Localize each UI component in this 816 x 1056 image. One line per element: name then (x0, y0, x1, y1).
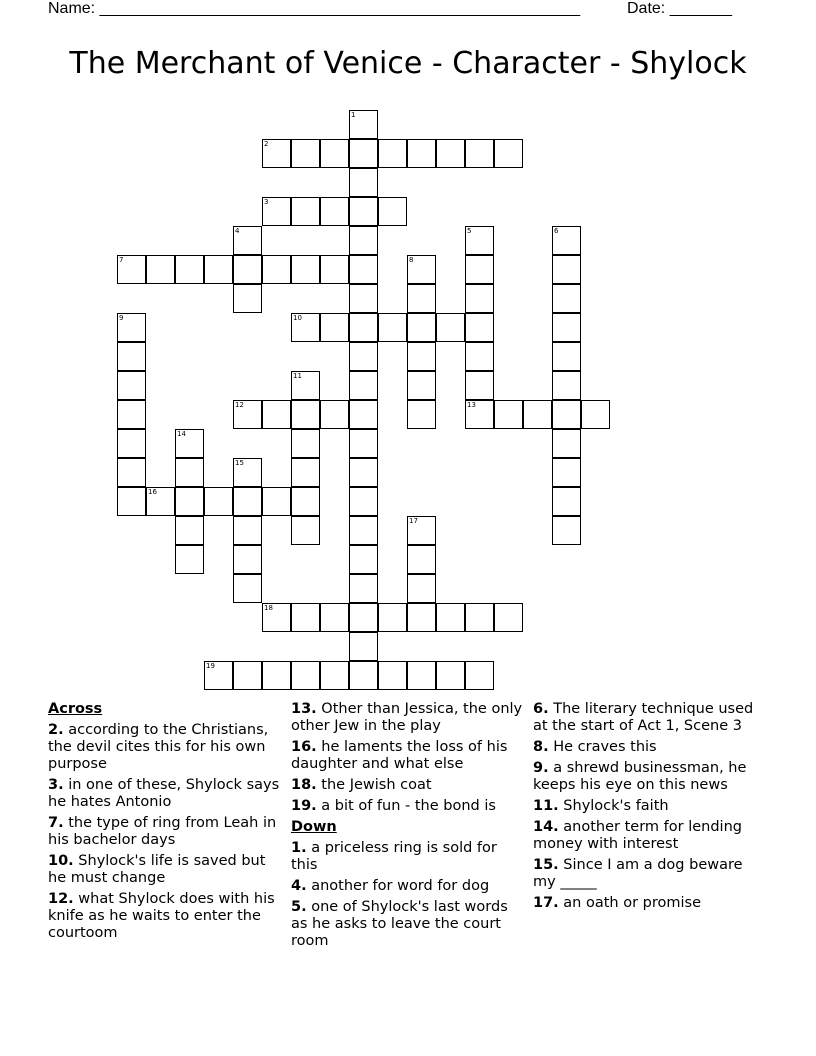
grid-cell[interactable] (291, 458, 320, 487)
grid-cell[interactable] (407, 661, 436, 690)
clue-number: 4. (291, 878, 307, 894)
grid-cell[interactable] (407, 371, 436, 400)
clue-item (48, 777, 284, 811)
cell-number: 17 (409, 517, 418, 525)
grid-cell[interactable] (581, 400, 610, 429)
grid-cell[interactable] (349, 110, 378, 139)
grid-cell[interactable] (320, 603, 349, 632)
grid-cell[interactable] (175, 545, 204, 574)
grid-cell[interactable] (291, 139, 320, 168)
grid-cell[interactable] (436, 313, 465, 342)
grid-cell[interactable] (175, 255, 204, 284)
grid-cell[interactable] (117, 458, 146, 487)
grid-cell[interactable] (494, 400, 523, 429)
clue-text: in one of these, Shylock says he hates Antonio (48, 777, 280, 810)
grid-cell[interactable] (175, 429, 204, 458)
grid-cell[interactable] (523, 400, 552, 429)
grid-cell[interactable] (204, 661, 233, 690)
cell-number: 3 (264, 198, 269, 206)
grid-cell[interactable] (349, 458, 378, 487)
clue-text: the Jewish coat (316, 777, 432, 793)
grid-cell[interactable] (291, 400, 320, 429)
clue-section-heading: Across (48, 701, 103, 717)
page-title: The Merchant of Venice - Character - Shylock (69, 46, 747, 81)
grid-cell[interactable] (117, 313, 146, 342)
clue-number: 3. (48, 777, 64, 793)
grid-cell[interactable] (378, 197, 407, 226)
grid-cell[interactable] (552, 400, 581, 429)
grid-cell[interactable] (465, 313, 494, 342)
grid-cell[interactable] (291, 371, 320, 400)
grid-cell[interactable] (465, 139, 494, 168)
grid-cell[interactable] (552, 255, 581, 284)
grid-cell[interactable] (233, 255, 262, 284)
grid-cell[interactable] (233, 284, 262, 313)
grid-cell[interactable] (320, 197, 349, 226)
grid-cell[interactable] (552, 458, 581, 487)
clue-item (291, 878, 527, 895)
grid-cell[interactable] (407, 313, 436, 342)
grid-cell[interactable] (320, 400, 349, 429)
grid-cell[interactable] (117, 371, 146, 400)
clue-number: 10. (48, 853, 74, 869)
cell-number: 1 (351, 111, 356, 119)
grid-cell[interactable] (262, 487, 291, 516)
clue-item (291, 701, 527, 735)
clue-text: a bit of fun - the bond is (316, 798, 496, 814)
cell-number: 13 (467, 401, 476, 409)
grid-cell[interactable] (291, 661, 320, 690)
clue-section-heading: Down (291, 819, 337, 835)
grid-cell[interactable] (117, 342, 146, 371)
clue-item (291, 899, 527, 950)
grid-cell[interactable] (465, 400, 494, 429)
clue-text: a shrewd businessman, he keeps his eye on this news (533, 760, 747, 793)
clue-item (291, 840, 527, 874)
grid-cell[interactable] (349, 429, 378, 458)
clues-column-2 (291, 701, 527, 954)
grid-cell[interactable] (349, 342, 378, 371)
clue-number: 19. (291, 798, 317, 814)
clue-number: 8. (533, 739, 549, 755)
clue-item (48, 891, 284, 942)
cell-number: 12 (235, 401, 244, 409)
clue-number: 14. (533, 819, 559, 835)
clue-text: Shylock's faith (558, 798, 669, 814)
grid-cell[interactable] (407, 255, 436, 284)
grid-cell[interactable] (349, 226, 378, 255)
grid-cell[interactable] (349, 487, 378, 516)
grid-cell[interactable] (262, 661, 291, 690)
grid-cell[interactable] (407, 603, 436, 632)
grid-cell[interactable] (349, 313, 378, 342)
grid-cell[interactable] (204, 255, 233, 284)
grid-cell[interactable] (407, 139, 436, 168)
grid-cell[interactable] (349, 603, 378, 632)
grid-cell[interactable] (117, 255, 146, 284)
grid-cell[interactable] (291, 603, 320, 632)
grid-cell[interactable] (117, 400, 146, 429)
grid-cell[interactable] (378, 661, 407, 690)
clue-text: what Shylock does with his knife as he waits to enter the courtoom (48, 891, 275, 941)
grid-cell[interactable] (378, 313, 407, 342)
grid-cell[interactable] (291, 197, 320, 226)
name-field-label: Name: ______________________________________________________ (48, 0, 581, 17)
clue-item (291, 777, 527, 794)
grid-cell[interactable] (291, 516, 320, 545)
clue-item (48, 722, 284, 773)
grid-cell[interactable] (233, 574, 262, 603)
clue-number: 16. (291, 739, 317, 755)
clue-text: The literary technique used at the start of Act 1, Scene 3 (533, 701, 754, 734)
clue-text: He craves this (548, 739, 657, 755)
grid-cell[interactable] (175, 516, 204, 545)
grid-cell[interactable] (117, 429, 146, 458)
grid-cell[interactable] (494, 139, 523, 168)
grid-cell[interactable] (233, 545, 262, 574)
clue-text: another for word for dog (306, 878, 490, 894)
cell-number: 8 (409, 256, 414, 264)
grid-cell[interactable] (291, 487, 320, 516)
grid-cell[interactable] (233, 458, 262, 487)
grid-cell[interactable] (465, 603, 494, 632)
grid-cell[interactable] (320, 255, 349, 284)
grid-cell[interactable] (378, 139, 407, 168)
grid-cell[interactable] (175, 458, 204, 487)
clue-item (533, 739, 769, 756)
grid-cell[interactable] (291, 313, 320, 342)
clue-number: 13. (291, 701, 317, 717)
clue-item (48, 853, 284, 887)
grid-cell[interactable] (349, 168, 378, 197)
date-field-label: Date: _______ (627, 0, 732, 17)
cell-number: 10 (293, 314, 302, 322)
clue-item (291, 739, 527, 773)
grid-cell[interactable] (349, 139, 378, 168)
cell-number: 9 (119, 314, 124, 322)
grid-cell[interactable] (436, 139, 465, 168)
grid-cell[interactable] (436, 603, 465, 632)
grid-cell[interactable] (349, 400, 378, 429)
cell-number: 6 (554, 227, 559, 235)
clue-text: a priceless ring is sold for this (291, 840, 497, 873)
grid-cell[interactable] (552, 516, 581, 545)
clue-text: another term for lending money with interest (533, 819, 742, 852)
grid-cell[interactable] (146, 255, 175, 284)
grid-cell[interactable] (320, 313, 349, 342)
clue-text: Other than Jessica, the only other Jew in the play (291, 701, 523, 734)
cell-number: 18 (264, 604, 273, 612)
grid-cell[interactable] (291, 255, 320, 284)
grid-cell[interactable] (320, 139, 349, 168)
grid-cell[interactable] (349, 545, 378, 574)
grid-cell[interactable] (378, 603, 407, 632)
grid-cell[interactable] (204, 487, 233, 516)
cell-number: 14 (177, 430, 186, 438)
cell-number: 11 (293, 372, 302, 380)
cell-number: 16 (148, 488, 157, 496)
grid-cell[interactable] (407, 342, 436, 371)
clue-item (48, 815, 284, 849)
grid-cell[interactable] (552, 429, 581, 458)
grid-cell[interactable] (349, 516, 378, 545)
grid-cell[interactable] (494, 603, 523, 632)
grid-cell[interactable] (349, 197, 378, 226)
clue-number: 2. (48, 722, 64, 738)
clue-text: an oath or promise (558, 895, 702, 911)
grid-cell[interactable] (436, 661, 465, 690)
grid-cell[interactable] (262, 255, 291, 284)
clue-number: 11. (533, 798, 559, 814)
clue-text: Shylock's life is saved but he must change (48, 853, 266, 886)
grid-cell[interactable] (262, 139, 291, 168)
grid-cell[interactable] (407, 400, 436, 429)
grid-cell[interactable] (552, 284, 581, 313)
grid-cell[interactable] (117, 487, 146, 516)
grid-cell[interactable] (552, 342, 581, 371)
grid-cell[interactable] (262, 197, 291, 226)
cell-number: 4 (235, 227, 240, 235)
grid-cell[interactable] (349, 371, 378, 400)
grid-cell[interactable] (465, 226, 494, 255)
grid-cell[interactable] (465, 661, 494, 690)
grid-cell[interactable] (262, 603, 291, 632)
grid-cell[interactable] (233, 226, 262, 255)
grid-cell[interactable] (291, 429, 320, 458)
clue-item (533, 857, 769, 891)
clue-item (533, 798, 769, 815)
grid-cell[interactable] (233, 516, 262, 545)
clue-number: 17. (533, 895, 559, 911)
clue-item (533, 701, 769, 735)
clue-item (291, 798, 527, 815)
grid-cell[interactable] (407, 284, 436, 313)
clue-text: the type of ring from Leah in his bachelor days (48, 815, 277, 848)
cell-number: 15 (235, 459, 244, 467)
grid-cell[interactable] (465, 255, 494, 284)
grid-cell[interactable] (262, 400, 291, 429)
grid-cell[interactable] (407, 516, 436, 545)
grid-cell[interactable] (349, 255, 378, 284)
grid-cell[interactable] (349, 632, 378, 661)
grid-cell[interactable] (407, 574, 436, 603)
grid-cell[interactable] (552, 371, 581, 400)
grid-cell[interactable] (552, 313, 581, 342)
grid-cell[interactable] (465, 371, 494, 400)
grid-cell[interactable] (349, 574, 378, 603)
clue-number: 7. (48, 815, 64, 831)
clue-text: Since I am a dog beware my _____ (533, 857, 743, 890)
grid-cell[interactable] (465, 284, 494, 313)
clue-number: 1. (291, 840, 307, 856)
clue-item (533, 760, 769, 794)
clue-text: one of Shylock's last words as he asks to leave the court room (291, 899, 508, 949)
clue-number: 18. (291, 777, 317, 793)
cell-number: 2 (264, 140, 269, 148)
grid-cell[interactable] (552, 226, 581, 255)
grid-cell[interactable] (349, 661, 378, 690)
grid-cell[interactable] (233, 487, 262, 516)
clue-number: 12. (48, 891, 74, 907)
clues-column-3 (533, 701, 769, 916)
cell-number: 5 (467, 227, 472, 235)
grid-cell[interactable] (320, 661, 349, 690)
cell-number: 7 (119, 256, 124, 264)
grid-cell[interactable] (233, 661, 262, 690)
grid-cell[interactable] (175, 487, 204, 516)
clue-item (533, 895, 769, 912)
cell-number: 19 (206, 662, 215, 670)
clue-number: 5. (291, 899, 307, 915)
clue-number: 15. (533, 857, 559, 873)
grid-cell[interactable] (465, 342, 494, 371)
clues-column-1 (48, 701, 284, 946)
grid-cell[interactable] (233, 400, 262, 429)
grid-cell[interactable] (552, 487, 581, 516)
clue-item (533, 819, 769, 853)
clue-number: 9. (533, 760, 549, 776)
grid-cell[interactable] (407, 545, 436, 574)
clue-text: he laments the loss of his daughter and what else (291, 739, 508, 772)
clue-text: according to the Christians, the devil cites this for his own purpose (48, 722, 269, 772)
grid-cell[interactable] (349, 284, 378, 313)
grid-cell[interactable] (146, 487, 175, 516)
clue-number: 6. (533, 701, 549, 717)
